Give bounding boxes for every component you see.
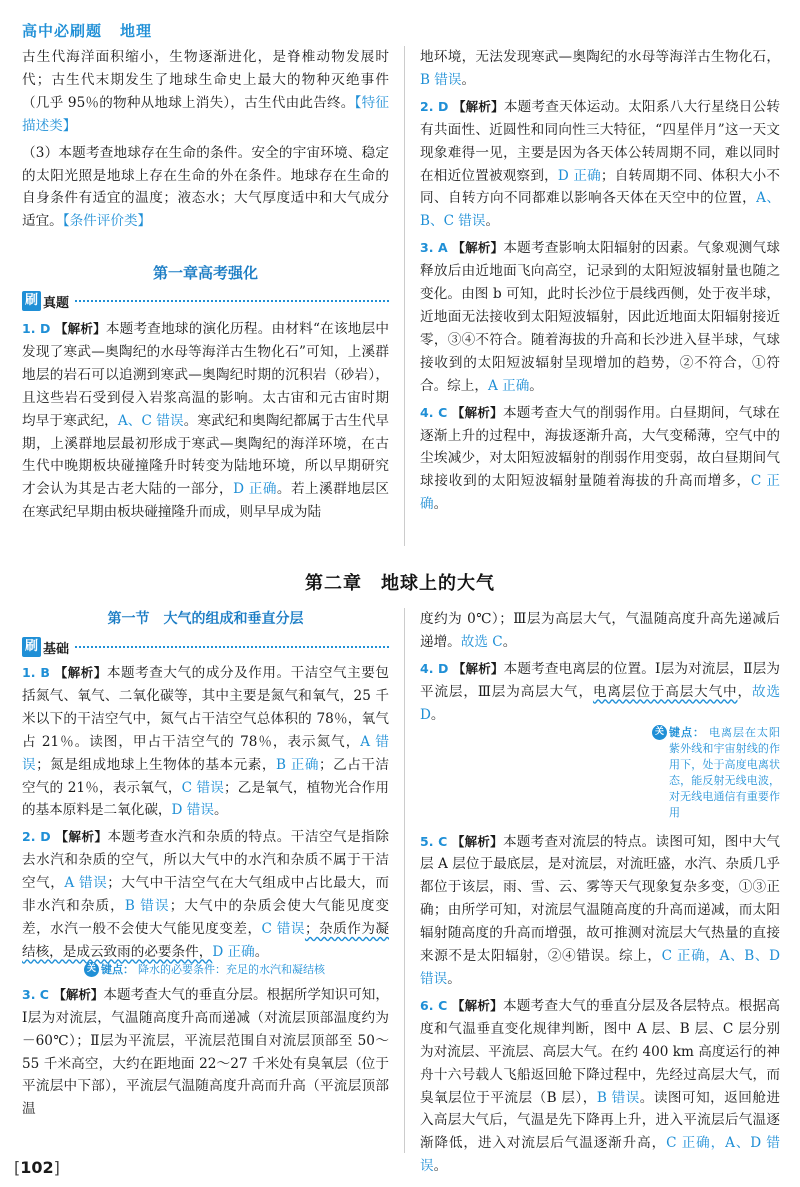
left-column-answers-top (22, 318, 389, 524)
answer-item-5c: 5. C 【解析】本题考查对流层的特点。读图可知，图中大气层 A 层位于最底层，是对流层，对流旺盛，水汽、杂质几乎都位于该层，雨、雪、云、雾等天气现象复杂多变，①③正确；由所学可知，对流层气温随高度的升高而递减，而太阳辐射随高度的升高而增强，故可推测对流层大气热量的直接来源不是太阳辐射，②④错误。综上，C 正确，A、B、D 错误。 (420, 833, 780, 987)
basics-label: 基础 (43, 641, 70, 657)
answer-number: 5. C (420, 833, 448, 849)
paragraph-life-conditions: （3）本题考查地球存在生命的条件。安全的宇宙环境、稳定的太阳光照是地球上存在生命的外在条件。地球存在生命的自身条件有适宜的温度；液态水；大气厚度适中和大气成分适宜。【条件评价类】 (22, 144, 389, 230)
tag-condition-evaluation: 【条件评价类】 (62, 213, 152, 230)
analysis-tag: 【解析】 (452, 660, 504, 676)
analysis-tag: 【解析】 (54, 665, 107, 680)
key-point-label: 键点： (669, 725, 705, 739)
analysis-tag: 【解析】 (53, 986, 104, 1002)
answer-number: 4. C (420, 404, 448, 420)
answer-continuation: 地环境，无法发现寒武—奥陶纪的水母等海洋古生物化石，B 错误。 (420, 49, 780, 88)
answer-item-3a: 3. A 【解析】本题考查影响太阳辐射的因素。气象观测气球释放后由近地面飞向高空，记录到的太阳短波辐射量也随之变化。由图 b 可知，此时长沙位于晨线西侧，处于夜半球，近地面无法接收到太阳短波辐射，因此近地面太阳辐射接近零，③④不符合。随着海拔的升高和长沙进入昼半球，气球接收到的太阳短波辐射呈现增加的趋势，②不符合，①符合。综上，A 正确。 (420, 240, 780, 394)
answer-number: 4. D (420, 660, 449, 676)
left-column-top (22, 46, 389, 233)
key-point-note (84, 962, 389, 978)
answer-item-2d: 2. D 【解析】本题考查天体运动。太阳系八大行星绕日公转有共面性、近圆性和同向性三大特征，“四星伴月”这一天文现象难得一见，主要是因为各天体公转周期不同，难以同时在相近位置被观察到，D 正确；自转周期不同、体积大小不同、自转方向不同都难以影响各天体在天空中的位置，A、B、C 错误。 (420, 98, 780, 230)
exam-questions-label: 真题 (43, 295, 70, 311)
answer-number: 3. A (420, 240, 448, 256)
subject-title: 地理 (120, 22, 153, 40)
answer-item-4c: 4. C 【解析】本题考查大气的削弱作用。白昼期间，气球在逐渐上升的过程中，海拔逐渐升高，大气变稀薄，空气中的尘埃减少，对太阳短波辐射的削弱作用变弱，故白昼期间气球接收到的太阳短波辐射量随着海拔的升高而增多，C 正确。 (420, 404, 780, 513)
analysis-tag: 【解析】 (452, 240, 504, 256)
analysis-tag: 【解析】 (452, 98, 504, 114)
analysis-tag: 【解析】 (451, 404, 503, 420)
answer-number: 2. D (22, 829, 51, 845)
wavy-underline-key-sentence: ；杂质作为凝结核，是成云致雨的必要条件， (22, 920, 389, 960)
key-point-label: 键点： (101, 962, 134, 976)
left-column-bottom (22, 662, 389, 1121)
analysis-tag: 【解析】 (451, 833, 503, 849)
column-divider-top (404, 46, 405, 546)
answer-item-3c: 3. C 【解析】本题考查大气的垂直分层。根据所学知识可知，Ⅰ层为对流层，气温随高度升高而递减（对流层顶部温度约为－60℃）；Ⅱ层为平流层，平流层范围自对流层顶部至 50～55 千米高空，大约在距地面 22～27 千米处有臭氧层（位于平流层中下部），平流层气温随高度升高而升高（平流层顶部温 (22, 986, 389, 1118)
analysis-tag: 【解析】 (451, 997, 503, 1013)
banner-dotted-rule (75, 646, 389, 648)
chapter1-review-title: 第一章高考强化 (152, 264, 258, 282)
answer-item-6c: 6. C 【解析】本题考查大气的垂直分层及各层特点。根据高度和气温垂直变化规律判断，图中 A 层、B 层、C 层分别为对流层、平流层、高层大气。在约 400 km 高度运行的神舟十六号载人飞船返回舱下降过程中，先经过高层大气，而臭氧层位于平流层（B 层），B 错误。读图可知，返回舱进入高层大气后，气温是先下降再上升，进入平流层后气温逐渐降低，进入对流层后气温逐渐升高，C 正确，A、D 错误。 (420, 997, 781, 1175)
tag-feature-description: 【特征描述类】 (22, 94, 390, 134)
key-point-text: 降水的必要条件：充足的水汽和凝结核 (138, 962, 325, 976)
wavy-underline-key-sentence: 电离层位于高层大气中 (592, 683, 738, 700)
answer-number: 2. D (420, 98, 449, 114)
analysis-tag: 【解析】 (55, 829, 108, 845)
chapter2-title: 第二章 地球上的大气 (305, 573, 495, 594)
answer-number: 1. D (22, 321, 51, 336)
book-series-title: 高中必刷题 (22, 22, 103, 40)
answer-item-2d: 2. D 【解析】本题考查水汽和杂质的特点。干洁空气是指除去水汽和杂质的空气，所以大气中的水汽和杂质不属于干洁空气，A 错误；大气中干洁空气在大气组成中占比最大，而非水汽和杂质，B 错误；大气中的杂质会使大气能见度变差，水汽一般不会使大气能见度变差，C 错误；杂质作为凝结核，是成云致雨的必要条件，D 正确。 (22, 829, 390, 960)
running-header (22, 20, 152, 41)
analysis-tag: 【解析】 (54, 321, 106, 336)
key-point-badge-icon: 关 (84, 962, 99, 977)
shua-badge-icon: 刷 (22, 637, 41, 657)
answer-continuation: 度约为 0℃）；Ⅲ层为高层大气，气温随高度升高先递减后递增。故选 C。 (420, 611, 780, 650)
section-title: 第一节 大气的组成和垂直分层 (107, 611, 304, 627)
right-column-bottom (420, 608, 780, 1178)
answer-item-1b: 1. B 【解析】本题考查大气的成分及作用。干洁空气主要包括氮气、氧气、二氧化碳等，其中主要是氮气和氧气，25 千米以下的干洁空气中，氮气占干洁空气总体积的 78％，氧气占 21％。读图，甲占干洁空气的 78％，表示氮气，A 错误；氮是组成地球上生物体的基本元素，B 正确；乙占干洁空气的 21％，表示氧气，C 错误；乙是氧气，植物光合作用的基本原料是二氧化碳，D 错误。 (22, 665, 390, 819)
answer-item-4d: 4. D 【解析】本题考查电离层的位置。Ⅰ层为对流层，Ⅱ层为平流层，Ⅲ层为高层大气，电离层位于高层大气中，故选 D。 (420, 660, 781, 723)
key-point-text: 电离层在太阳紫外线和宇宙射线的作用下，处于高度电离状态，能反射无线电波，对无线电通信有重要作用 (669, 725, 780, 819)
basics-banner (22, 636, 389, 658)
banner-dotted-rule (75, 300, 389, 302)
right-column-top (420, 46, 780, 516)
answer-number: 1. B (22, 665, 50, 680)
paragraph-paleozoic: 古生代海洋面积缩小，生物逐渐进化，是脊椎动物发展时代；古生代末期发生了地球生命史上最大的物种灭绝事件（几乎 95％的物种从地球上消失），古生代由此告终。【特征描述类】 (22, 49, 390, 134)
answer-number: 3. C (22, 986, 49, 1002)
key-point-note (652, 725, 780, 821)
shua-badge-icon: 刷 (22, 291, 41, 311)
column-divider-bottom (404, 608, 405, 1153)
answer-item-1d: 1. D 【解析】本题考查地球的演化历程。由材料“在该地层中发现了寒武—奥陶纪的水母等海洋古生物化石”可知，上溪群地层的岩石可以追溯到寒武—奥陶纪时期的沉积岩（砂岩），且这些岩石受到侵入岩浆高温的影响。太古宙和元古宙时期均早于寒武纪，A、C 错误。寒武纪和奥陶纪都属于古生代早期，上溪群地层最初形成于寒武—奥陶纪的海洋环境，在古生代中晚期板块碰撞隆升时转变为陆地环境，所以早期研究才会认为其是古老大陆的一部分，D 正确。若上溪群地层区在寒武纪早期由板块碰撞隆升而成，则早早成为陆 (22, 321, 389, 521)
page-number: [102] (14, 1158, 60, 1177)
answer-number: 6. C (420, 997, 448, 1013)
exam-questions-banner (22, 290, 389, 312)
key-point-badge-icon: 关 (652, 725, 667, 740)
